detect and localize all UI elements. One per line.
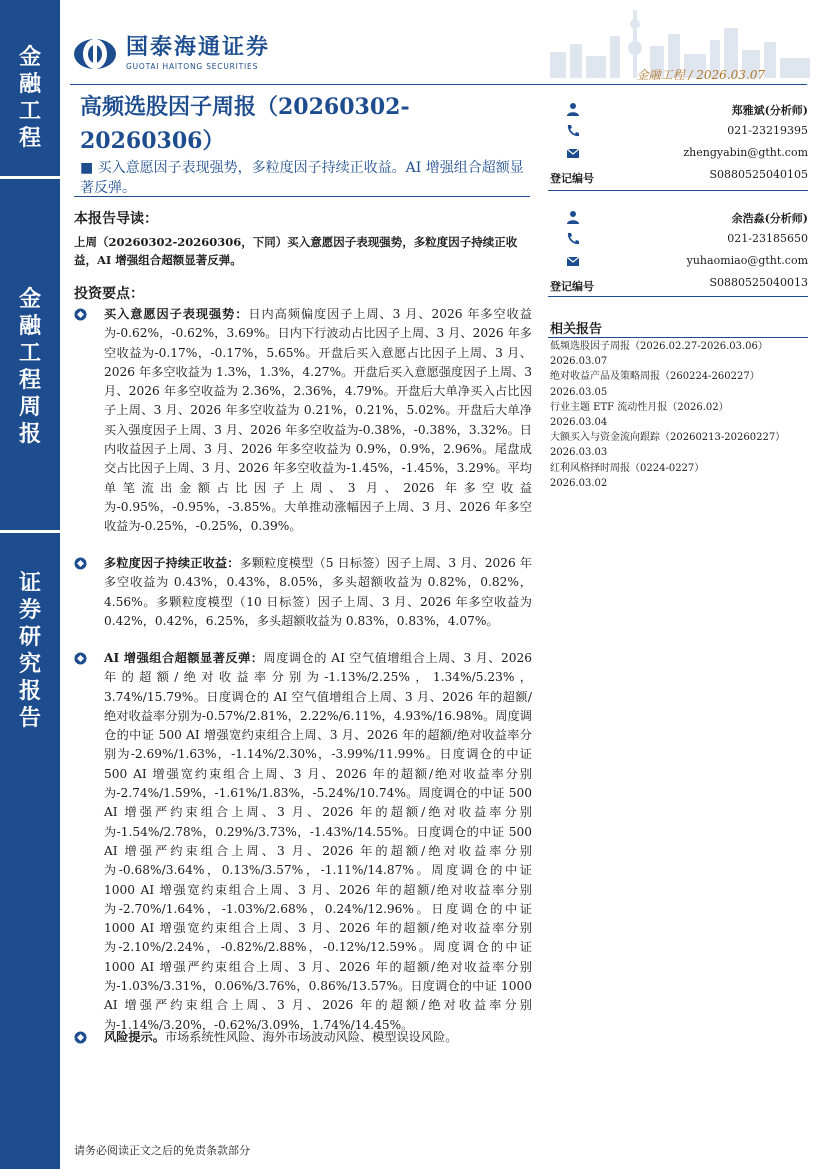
sidebar-divider [0, 176, 60, 179]
invest-point-text: 周度调仓的 AI 空气值增组合上周、3 月、2026 年的超额/绝对收益率分别为-1.13%/2.25%，1.34%/5.23%，3.74%/15.79%。日度调仓的 AI 空气值增组合上周、3 月、2026 年的超额/绝对收益率分别为-0.57%/2.81%，2.22%/6.11%，4.93%/16.98%。周度调仓的中证 500 AI 增强宽约束组合上周、3 月、2026 年的超额/绝对收益率分别为-2.69%/1.63%，-1.14%/2.30%，-3.99%/11.99%。日度调仓的中证 500 AI 增强宽约束组合上周、3 月、2026 年的超额/绝对收益率分别为-2.74%/1.59%，-1.61%/1.83%，-5.24%/10.74%。周度调仓的中证 500 AI 增强严约束组合上周、3 月、2026 年的超额/绝对收益率分别为-1.54%/2.78%，0.29%/3.73%，-1.43%/14.55%。日度调仓的中证 500 AI 增强严约束组合上周、3 月、2026 年的超额/绝对收益率分别为-0.68%/3.64%，0.13%/3.57%，-1.11%/14.87%。周度调仓的中证 1000 AI 增强宽约束组合上周、3 月、2026 年的超额/绝对收益率分别为-2.70%/1.64%，-1.03%/2.68%，0.24%/12.96%。日度调仓的中证 1000 AI 增强宽约束组合上周、3 月、2026 年的超额/绝对收益率分别为-2.10%/2.24%，-0.82%/2.88%，-0.12%/12.59%。周度调仓的中证 1000 AI 增强严约束组合上周、3 月、2026 年的超额/绝对收益率分别为-1.03%/3.31%，0.06%/3.76%，0.86%/13.57%。日度调仓的中证 1000 AI 增强严约束组合上周、3 月、2026 年的超额/绝对收益率分别为-1.14%/3.20%，-0.62%/3.09%，1.74%/14.45%。 [104, 651, 532, 1032]
sidebar-char: 券 [18, 597, 41, 623]
sidebar-divider [0, 530, 60, 533]
disclaimer-footer: 请务必阅读正文之后的免责条款部分 [74, 1144, 250, 1157]
invest-heading: 投资要点： [74, 286, 144, 302]
sidebar-char: 工 [18, 98, 41, 124]
related-report-date: 2026.03.07 [550, 356, 608, 368]
sidebar-char: 研 [18, 624, 41, 650]
author-reg-number: S0880525040105 [709, 168, 808, 181]
related-reports-heading: 相关报告 [550, 322, 603, 337]
logo-name-cn: 国泰海通证券 [126, 35, 271, 60]
author-name: 郑雅斌(分析师) [731, 104, 808, 117]
person-icon [566, 210, 580, 224]
bullet-diamond-icon [74, 1031, 87, 1044]
sidebar-label-category [0, 44, 60, 152]
email-icon [566, 254, 580, 268]
guide-text: 上周（20260302-20260306，下同）买入意愿因子表现强势，多粒度因子持续正收益，AI 增强组合超额显著反弹。 [74, 235, 518, 267]
sidebar-char: 融 [18, 71, 41, 97]
sidebar-char: 金 [18, 44, 41, 70]
author-reg-label: 登记编号 [550, 172, 594, 185]
invest-point-heading: 买入意愿因子表现强势： [104, 307, 249, 321]
author-card [550, 100, 808, 188]
sidebar-char: 证 [18, 570, 41, 596]
author-phone: 021-23185650 [727, 232, 808, 245]
sidebar-char: 周 [18, 394, 41, 420]
related-report-date: 2026.03.02 [550, 477, 608, 489]
related-report-title: 大额买入与资金流向跟踪（20260213-20260227） [550, 432, 786, 444]
author-reg-label: 登记编号 [550, 280, 594, 293]
author-card [550, 208, 808, 296]
report-title: 高频选股因子周报（20260302-20260306） [80, 94, 410, 154]
invest-point-heading: 风险提示。 [104, 1030, 165, 1044]
header-rule [70, 84, 807, 85]
sidebar-char: 融 [18, 313, 41, 339]
related-report-title: 红利风格择时周报（0224-0227） [550, 462, 705, 474]
phone-icon [566, 124, 580, 138]
related-report-item[interactable] [550, 339, 808, 369]
sidebar-char: 程 [18, 367, 41, 393]
related-report-title: 低频选股因子周报（2026.02.27-2026.03.06） [550, 341, 768, 352]
logo-name-en: GUOTAI HAITONG SECURITIES [126, 62, 259, 71]
person-icon [566, 102, 580, 116]
related-report-item[interactable] [550, 461, 808, 491]
subtitle-rule [74, 196, 530, 197]
invest-point-text: 日内高频偏度因子上周、3 月、2026 年多空收益为-0.62%，-0.62%，3.69%。日内下行波动占比因子上周、3 月、2026 年多空收益为-0.17%，-0.17%，5.65%。开盘后买入意愿占比因子上周、3 月、2026 年多空收益为 1.3%，1.3%，4.27%。开盘后买入意愿强度因子上周、3 月、2026 年多空收益为 2.36%，2.36%，4.79%。开盘后大单净买入占比因子上周、3 月、2026 年多空收益为 0.21%，0.21%，5.02%。开盘后大单净买入强度因子上周、3 月、2026 年多空收益为-0.38%，-0.38%，3.32%。日内收益因子上周、3 月、2026 年多空收益为 0.9%，0.9%，2.96%。尾盘成交占比因子上周、3 月、2026 年多空收益为-1.45%，-1.45%，3.29%。平均单笔流出金额占比因子上周、3 月、2026 年多空收益为-0.95%，-0.95%，-3.85%。大单推动涨幅因子上周、3 月、2026 年多空收益为-0.25%，-0.25%，0.39%。 [104, 307, 532, 534]
report-subtitle: ■ 买入意愿因子表现强势，多粒度因子持续正收益。AI 增强组合超额显著反弹。 [80, 160, 524, 196]
sidebar-label-type [0, 570, 60, 732]
related-report-date: 2026.03.04 [550, 417, 608, 429]
related-report-title: 绝对收益产品及策略周报（260224-260227） [550, 371, 760, 383]
related-report-item[interactable] [550, 400, 808, 430]
invest-point [74, 649, 532, 1035]
email-icon [566, 146, 580, 160]
author-divider [548, 296, 808, 297]
sidebar-char: 报 [18, 678, 41, 704]
invest-point-text: 市场系统性风险、海外市场波动风险、模型误设风险。 [164, 1030, 458, 1044]
related-report-item[interactable] [550, 430, 808, 460]
invest-point-heading: AI 增强组合超额显著反弹： [104, 651, 264, 665]
header-category: 金融工程 [636, 68, 685, 82]
related-report-date: 2026.03.03 [550, 447, 608, 459]
sidebar-char: 金 [18, 286, 41, 312]
company-logo [72, 36, 270, 71]
author-email[interactable]: zhengyabin@gtht.com [683, 146, 808, 159]
related-reports-rule [548, 337, 808, 338]
bullet-diamond-icon [74, 308, 87, 321]
invest-point [74, 554, 532, 631]
sidebar-char: 告 [18, 705, 41, 731]
invest-point-text: 多颗粒度模型（5 日标签）因子上周、3 月、2026 年多空收益为 0.43%，0.43%，8.05%，多头超额收益为 0.82%，0.82%，4.56%。多颗粒度模型（10 日标签）因子上周、3 月、2026 年多空收益为 0.42%，0.42%，6.25%，多头超额收益为 0.83%，0.83%，4.07%。 [104, 556, 532, 628]
bullet-diamond-icon [74, 652, 87, 665]
author-name: 余浩淼(分析师) [731, 212, 808, 225]
logo-mark-icon [72, 37, 118, 71]
sidebar-char: 究 [18, 651, 41, 677]
header-category-date: 金融工程 / 2026.03.07 [636, 68, 765, 82]
related-report-item[interactable] [550, 369, 808, 399]
invest-point-risk [74, 1028, 532, 1047]
guide-heading: 本报告导读： [74, 211, 158, 227]
phone-icon [566, 232, 580, 246]
sidebar-char: 报 [18, 421, 41, 447]
author-divider [548, 190, 808, 191]
related-report-date: 2026.03.05 [550, 386, 608, 398]
sidebar [0, 0, 60, 1169]
related-reports-list [550, 339, 808, 491]
sidebar-label-series [0, 286, 60, 448]
sidebar-char: 工 [18, 340, 41, 366]
bullet-diamond-icon [74, 557, 87, 570]
invest-point-heading: 多粒度因子持续正收益： [104, 556, 240, 570]
author-reg-number: S0880525040013 [709, 276, 808, 289]
header-date: 2026.03.07 [696, 68, 765, 82]
invest-point [74, 305, 532, 537]
author-phone: 021-23219395 [727, 124, 808, 137]
sidebar-char: 程 [18, 125, 41, 151]
related-report-title: 行业主题 ETF 流动性月报（2026.02） [550, 401, 729, 413]
author-email[interactable]: yuhaomiao@gtht.com [686, 254, 808, 267]
